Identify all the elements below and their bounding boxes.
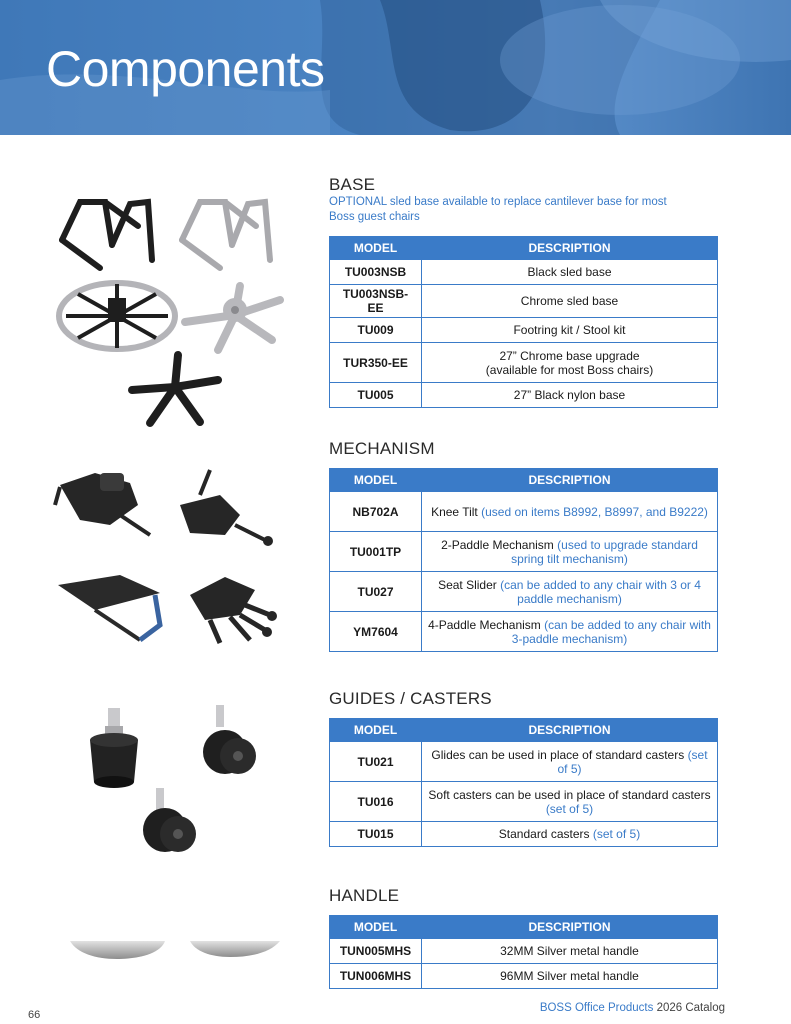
model-cell: TU015 [330, 822, 422, 847]
usage-note: (used on items B8992, B8997, and B9222) [481, 504, 708, 519]
knee-tilt-mechanism-image [55, 473, 150, 535]
chrome-sled-base-image [182, 202, 270, 268]
table-row [330, 822, 718, 847]
base-note: OPTIONAL sled base available to replace cantilever base for most Boss guest chairs [329, 196, 667, 223]
description-line-2: (available for most Boss chairs) [485, 362, 654, 377]
page-title: Components [46, 41, 325, 97]
model-cell: NB702A [330, 492, 422, 532]
model-cell: TU001TP [330, 532, 422, 572]
description-header: DESCRIPTION [422, 469, 718, 492]
mechanism-product-images [50, 465, 290, 655]
description-text: 2-Paddle Mechanism [441, 537, 554, 552]
two-paddle-mechanism-image [180, 470, 273, 546]
table-row [330, 612, 718, 652]
description-text: 4-Paddle Mechanism [428, 617, 541, 632]
table-header-row [330, 469, 718, 492]
description-cell [422, 612, 718, 652]
model-cell: TU021 [330, 742, 422, 782]
description-header: DESCRIPTION [422, 916, 718, 939]
model-cell: TUR350-EE [330, 343, 422, 383]
mechanism-section-title: MECHANISM [329, 439, 435, 458]
model-cell: TUN006MHS [330, 964, 422, 989]
model-cell: TU003NSB-EE [330, 285, 422, 318]
model-cell: TU009 [330, 318, 422, 343]
table-row [330, 343, 718, 383]
casters-product-images [80, 700, 280, 860]
chrome-star-base-image [185, 286, 280, 350]
footer-brand: BOSS Office Products [539, 1002, 654, 1014]
model-cell: YM7604 [330, 612, 422, 652]
description-cell: 32MM Silver metal handle [422, 939, 718, 964]
description-cell [422, 822, 718, 847]
usage-note: (can be added to any chair with 3 or 4 paddle mechanism) [496, 577, 701, 606]
base-section-title: BASE [329, 175, 376, 194]
table-header-row [330, 719, 718, 742]
seat-slider-image [58, 575, 160, 640]
page-number: 66 [28, 1009, 41, 1021]
black-nylon-base-image [132, 355, 218, 423]
glide-image [90, 708, 138, 788]
description-text: Seat Slider [438, 577, 497, 592]
description-text: Knee Tilt [431, 504, 482, 519]
description-header: DESCRIPTION [422, 237, 718, 260]
base-product-images [50, 190, 320, 430]
table-row [330, 939, 718, 964]
model-cell: TUN005MHS [330, 939, 422, 964]
table-row [330, 964, 718, 989]
mechanism-table [329, 468, 718, 652]
handle-product-images [65, 935, 285, 965]
table-row [330, 742, 718, 782]
table-header-row [330, 237, 718, 260]
soft-caster-image [143, 788, 196, 852]
description-cell [422, 782, 718, 822]
table-row [330, 492, 718, 532]
model-header: MODEL [330, 719, 422, 742]
casters-table [329, 718, 718, 847]
description-header: DESCRIPTION [422, 719, 718, 742]
model-cell: TU005 [330, 383, 422, 408]
description-cell: Chrome sled base [422, 285, 718, 318]
model-header: MODEL [330, 237, 422, 260]
description-cell: Footring kit / Stool kit [422, 318, 718, 343]
set-note: (set of 5) [557, 747, 708, 776]
description-cell: 27” Black nylon base [422, 383, 718, 408]
model-header: MODEL [330, 916, 422, 939]
description-text: Glides can be used in place of standard casters [431, 747, 688, 762]
handle-table [329, 915, 718, 989]
table-row [330, 383, 718, 408]
table-header-row [330, 916, 718, 939]
description-line-1: 27” Chrome base upgrade [499, 348, 640, 363]
table-row [330, 782, 718, 822]
table-row [330, 318, 718, 343]
description-cell [422, 572, 718, 612]
description-text: Soft casters can be used in place of standard casters [428, 787, 711, 802]
description-cell [422, 742, 718, 782]
handle-section-title: HANDLE [329, 886, 400, 905]
set-note: (set of 5) [545, 801, 594, 816]
footring-image [59, 283, 175, 349]
black-sled-base-image [62, 202, 152, 268]
description-cell [422, 532, 718, 572]
set-note: (set of 5) [592, 827, 641, 841]
casters-section-title: GUIDES / CASTERS [329, 689, 492, 708]
caster-image [203, 705, 256, 774]
usage-note: (used to upgrade standard spring tilt mechanism) [511, 537, 698, 566]
table-row [330, 260, 718, 285]
model-header: MODEL [330, 469, 422, 492]
model-cell: TU003NSB [330, 260, 422, 285]
description-cell [422, 492, 718, 532]
table-row [330, 572, 718, 612]
base-table [329, 236, 718, 408]
model-cell: TU027 [330, 572, 422, 612]
96mm-handle-image [190, 941, 280, 957]
page-header [0, 0, 791, 135]
description-text: Standard casters [498, 827, 593, 841]
model-cell: TU016 [330, 782, 422, 822]
description-cell: 96MM Silver metal handle [422, 964, 718, 989]
table-row [330, 285, 718, 318]
table-row [330, 532, 718, 572]
footer-catalog [540, 1002, 725, 1014]
32mm-handle-image [70, 941, 165, 959]
footer-catalog-text: 2026 Catalog [653, 1002, 725, 1014]
four-paddle-mechanism-image [190, 577, 277, 643]
usage-note: (can be added to any chair with 3-paddle mechanism) [511, 617, 711, 646]
description-cell [422, 343, 718, 383]
description-cell: Black sled base [422, 260, 718, 285]
